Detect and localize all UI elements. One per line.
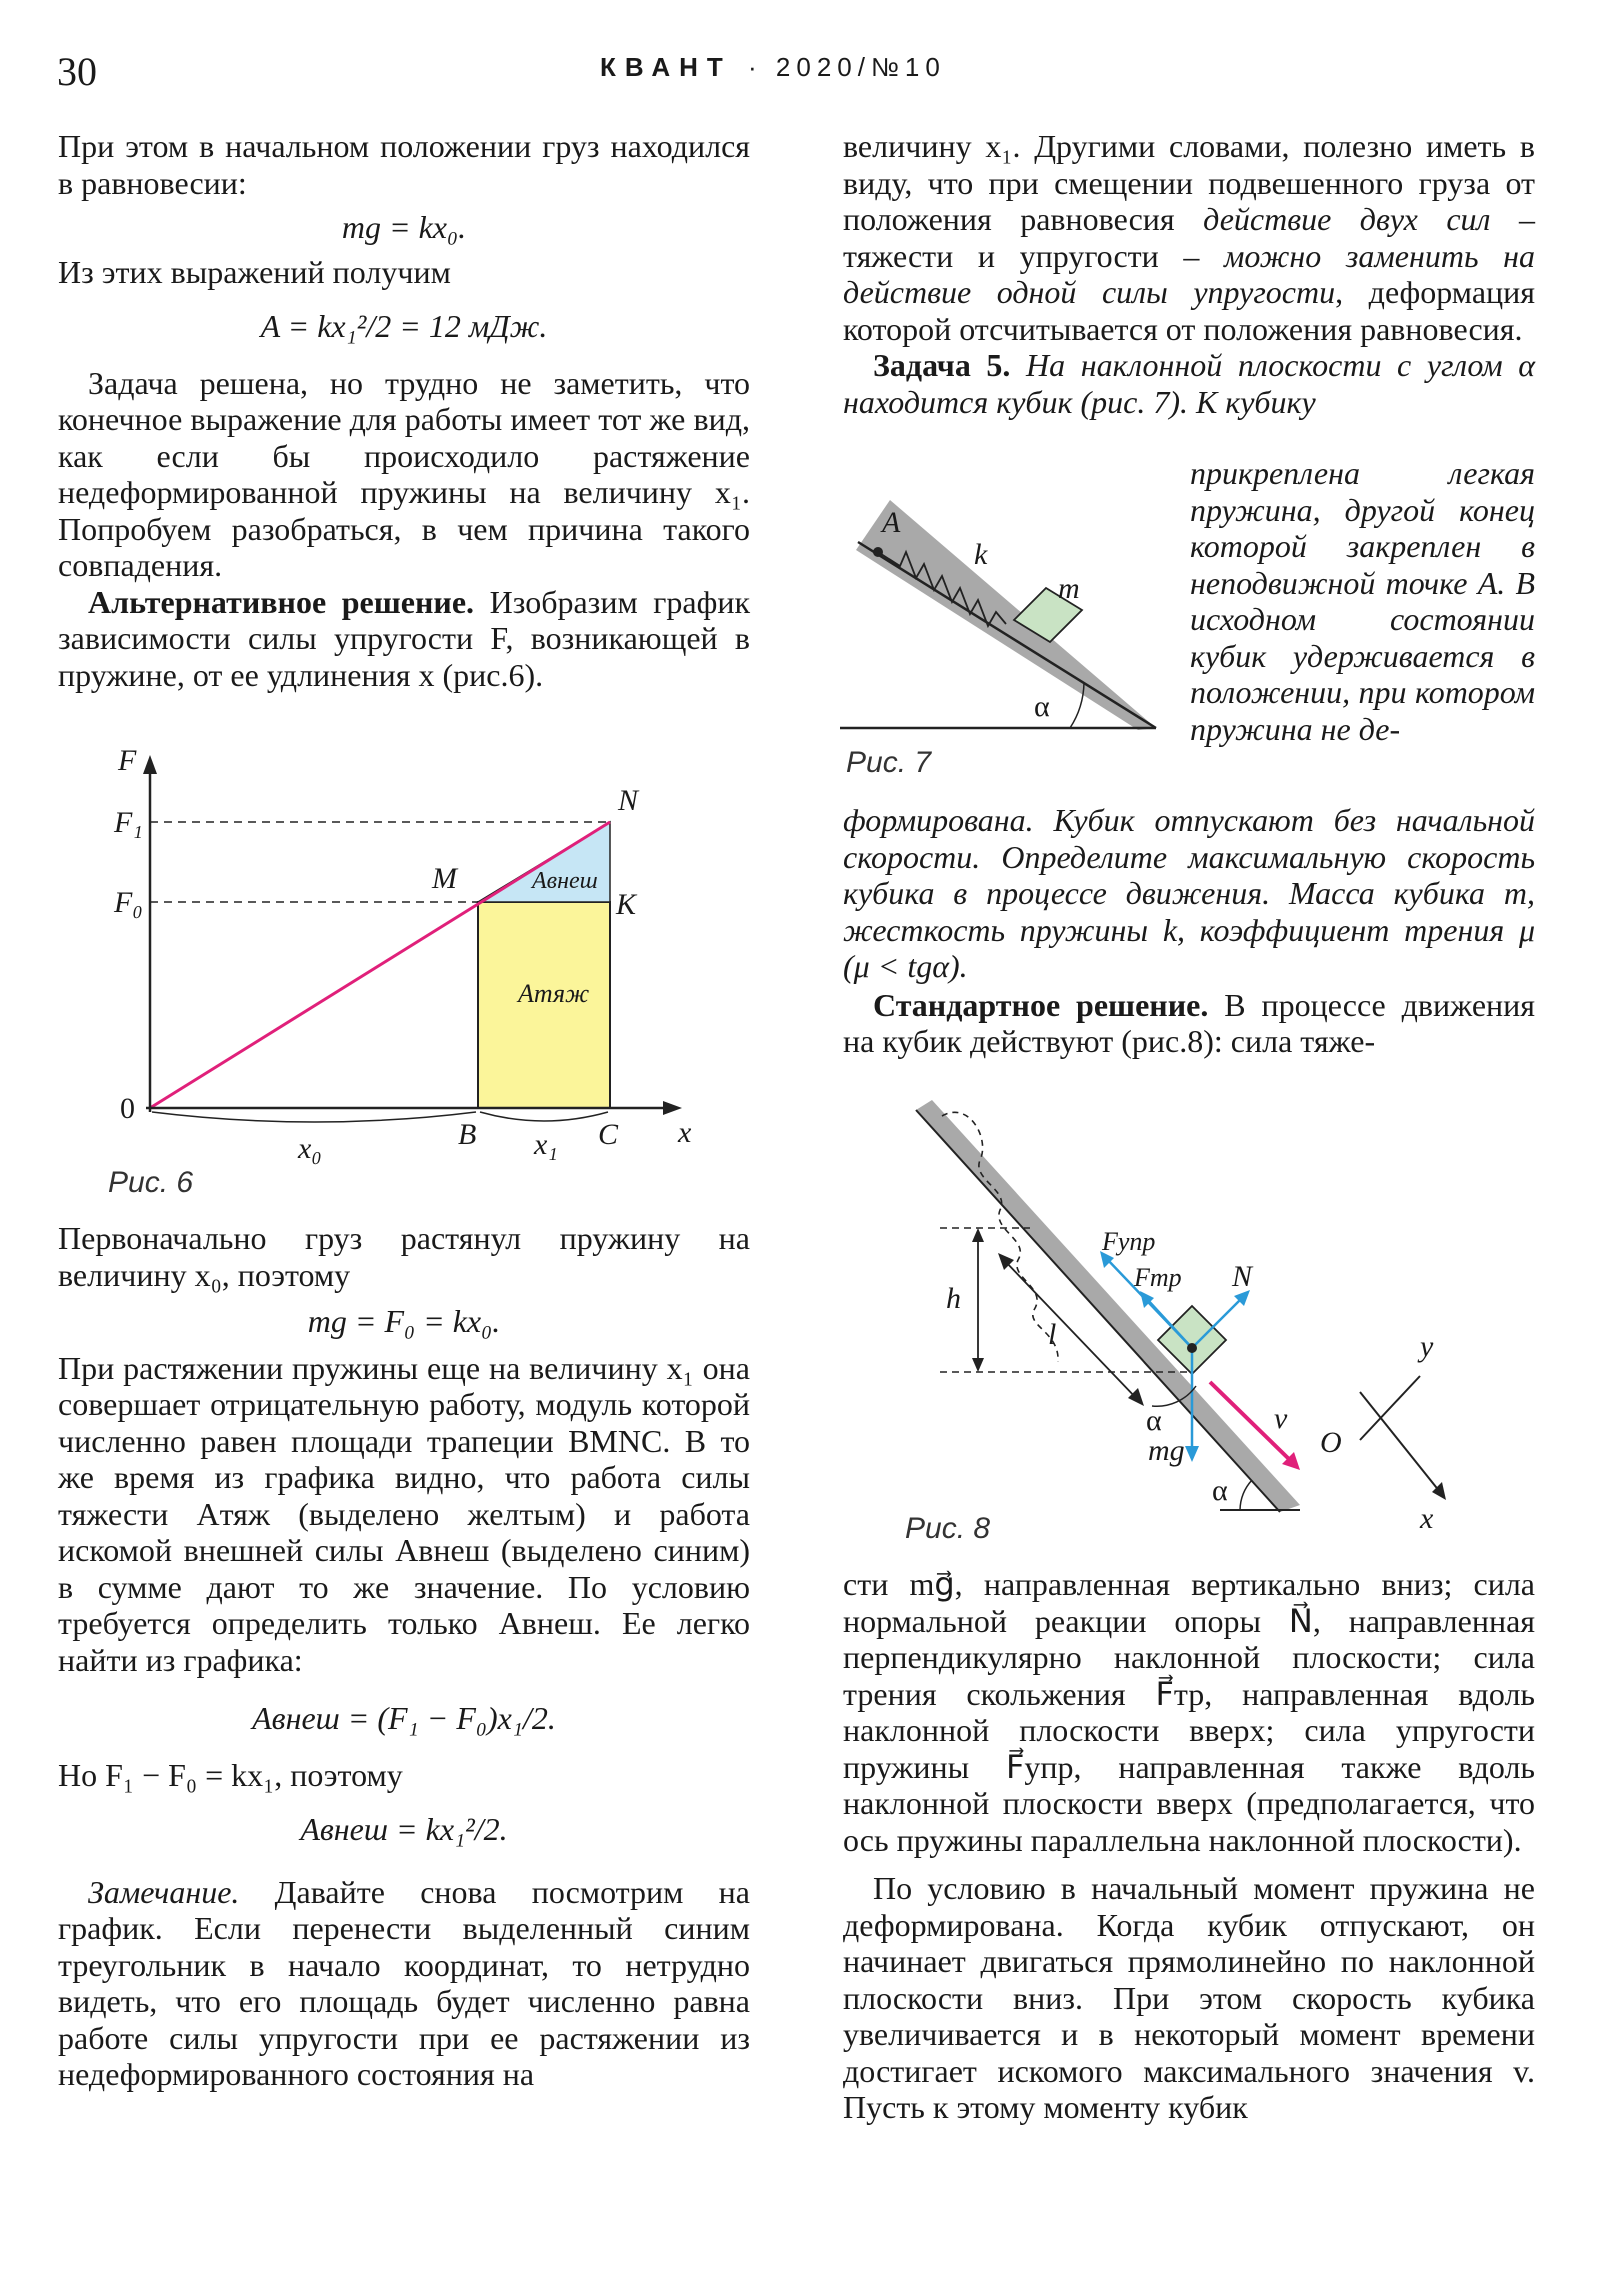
left-column-top [58,128,750,693]
task5-text-c: формирована. Кубик отпускают без начальной скорости. Определите максимальную скорость кубика в процессе движения. Масса кубика m, жесткость пружины k, коэффициент трения μ (μ < tgα). [843,802,1535,984]
left-p4 [58,584,750,694]
remark-heading: Замечание. [88,1873,240,1910]
axis-x [1360,1392,1440,1492]
center-point [1187,1343,1197,1353]
task5-start [843,347,1535,420]
label-zero: 0 [120,1092,135,1125]
label-x1: x₁ [534,1128,558,1161]
equation-3: mg = F₀ = kx₀. [307,1303,501,1339]
fig8-label-alpha2: α [1212,1474,1228,1507]
label-K: K [616,888,637,921]
right-column-bottom [843,1566,1535,2126]
left-p5: Первоначально груз растянул пружину на величину x₀, поэтому [58,1220,750,1293]
fig8-label-O: O [1320,1426,1342,1459]
equation-4: Aвнеш = (F₁ − F₀)x₁/2. [252,1700,556,1736]
task5-heading: Задача 5. [873,347,1011,383]
brace-x1 [480,1112,608,1121]
fig7-label-k: k [974,538,988,571]
figure-7-incline [838,480,1178,740]
task5-wrap [1190,455,1535,747]
fig8-label-mg: mg [1148,1434,1185,1467]
fig6-caption: Рис. 6 [108,1166,194,1199]
left-p3: Задача решена, но трудно не заметить, что конечное выражение для работы имеет тот же вид, как если бы происходило растяжение недеформированной пружины на величину x₁. Попробуем разобраться, в чем причина такого совпадения. [58,364,750,583]
journal-title [600,52,946,83]
left-p4-text: Изобразим график зависимости силы упругости F, возникающей в пружине, от ее удлинения x (рис.6). [58,583,750,693]
left-p8-text: Давайте снова посмотрим на график. Если перенести выделенный синим треугольник в начало координат, то нетрудно видеть, что его площадь будет численно равна работе силы упругости при ее растяжении из недеформированного состояния на [58,1873,750,2092]
right-p1d: можно заменить на действие одной силы упругости [843,237,1535,310]
label-F0: F₀ [114,886,143,919]
label-Avnesh: Aвнеш [532,868,598,894]
fig8-label-alpha1: α [1146,1404,1162,1437]
alt-solution-heading: Альтернативное решение. [88,583,475,620]
task5-text-a: На наклонной плоскости с углом α находится кубик (рис. 7). К кубику [843,347,1535,420]
fig8-label-N: N [1232,1260,1253,1293]
fig8-label-h: h [946,1282,961,1315]
right-p2: сти mg⃗, направленная вертикально вниз; сила нормальной реакции опоры N⃗, направленная перпендикулярно наклонной плоскости; сила трения скольжения F⃗тр, направленная вдоль наклонной плоскости вверх; сила упругости пружины F⃗упр, направленная также вдоль наклонной плоскости вверх (предполагается, что ось пружины параллельна наклонной плоскости). [843,1566,1535,1858]
incline-edge-8 [916,1110,1280,1512]
left-p1: При этом в начальном положении груз находился в равновесии: [58,128,750,201]
y-arrow [143,755,157,774]
figure-8-forces [880,1100,1480,1550]
equation-1: mg = kx₀. [341,209,467,245]
h-arrow-bottom [972,1358,984,1372]
label-C: C [598,1118,619,1151]
left-p2: Из этих выражений получим [58,253,451,290]
left-p6: При растяжении пружины еще на величину x₁ она совершает отрицательную работу, модуль которой численно равен площади трапеции BMNC. В то же время из графика видно, что работа силы тяжести Aтяж (выделено желтым) и работа искомой внешней силы Aвнеш (выделено синим) в сумме дают то же значение. По условию требуется определить только Aвнеш. Ее легко найти из графика: [58,1349,750,1678]
issue-number: · 2020/№10 [748,52,946,82]
equation-5: Aвнеш = kx₁²/2. [300,1811,508,1847]
std-solution-text: В процессе движения на кубик действуют (рис.8): сила тяже- [843,986,1536,1059]
label-x0: x₀ [298,1132,322,1165]
label-Atyazh: Aтяж [518,979,590,1008]
right-p3: По условию в начальный момент пружина не деформирована. Когда кубик отпускают, он начинает двигаться прямолинейно по наклонной плоскости вниз. При этом скорость кубика увеличивается и в некоторый момент времени достигает искомого максимального значения v. Пусть к этому моменту кубик [843,1870,1535,2125]
right-p1 [843,128,1535,347]
label-M: M [432,862,457,895]
l-arrow-bottom [1128,1388,1144,1406]
fig8-label-x: x [1420,1502,1434,1535]
std-solution-heading: Стандартное решение. [873,986,1209,1023]
right-p1e: , деформация которой отсчитывается от положения равновесия. [843,274,1536,347]
journal-name: КВАНТ [600,52,732,82]
label-B: B [458,1118,477,1151]
incline-plane-8 [916,1100,1300,1512]
left-column-bottom [58,1220,750,2093]
label-x: x [678,1116,692,1149]
alpha-arc-8b [1240,1480,1252,1510]
left-p7: Но F₁ − F₀ = kx₁, поэтому [58,1756,403,1793]
right-column-top [843,128,1535,420]
label-F: F [118,750,137,777]
fig7-label-A: A [882,506,901,539]
figure-6-graph [90,750,710,1170]
fig8-label-l: l [1048,1318,1057,1351]
h-arrow-top [972,1228,984,1242]
label-N: N [618,784,639,817]
label-F1: F₁ [114,806,143,839]
fig7-label-alpha: α [1034,690,1050,723]
page-number: 30 [57,49,97,94]
std-solution [843,987,1535,1060]
vector-mg-head [1185,1446,1199,1462]
right-p1c: – тяжести и упругости – [843,201,1536,274]
right-p1b: действие двух сил [1203,201,1491,237]
x-arrow [663,1101,682,1115]
fig8-label-y: y [1420,1330,1434,1363]
fig8-label-Fupr: Fупр [1102,1227,1156,1256]
task5-text-b: прикреплена легкая пружина, другой конец которой закреплен в неподвижной точке A. В исходном состоянии кубик удерживается в положении, при котором пружина не де- [1190,455,1535,747]
fig7-caption: Рис. 7 [846,746,932,779]
left-p8 [58,1874,750,2093]
fig7-label-m: m [1058,572,1080,605]
incline-edge [858,542,1156,728]
brace-x0 [152,1112,476,1122]
fig8-label-v: v [1274,1402,1288,1435]
right-p1a: величину x₁. Другими словами, полезно иметь в виду, что при смещении подвешенного груза от положения равновесия [843,128,1535,237]
right-column-middle [843,802,1535,1060]
equation-2: A = kx₁²/2 = 12 мДж. [260,308,548,344]
incline-plane [856,500,1156,730]
fig8-label-Ftr: Fтр [1134,1263,1182,1292]
fig8-caption: Рис. 8 [905,1512,991,1545]
